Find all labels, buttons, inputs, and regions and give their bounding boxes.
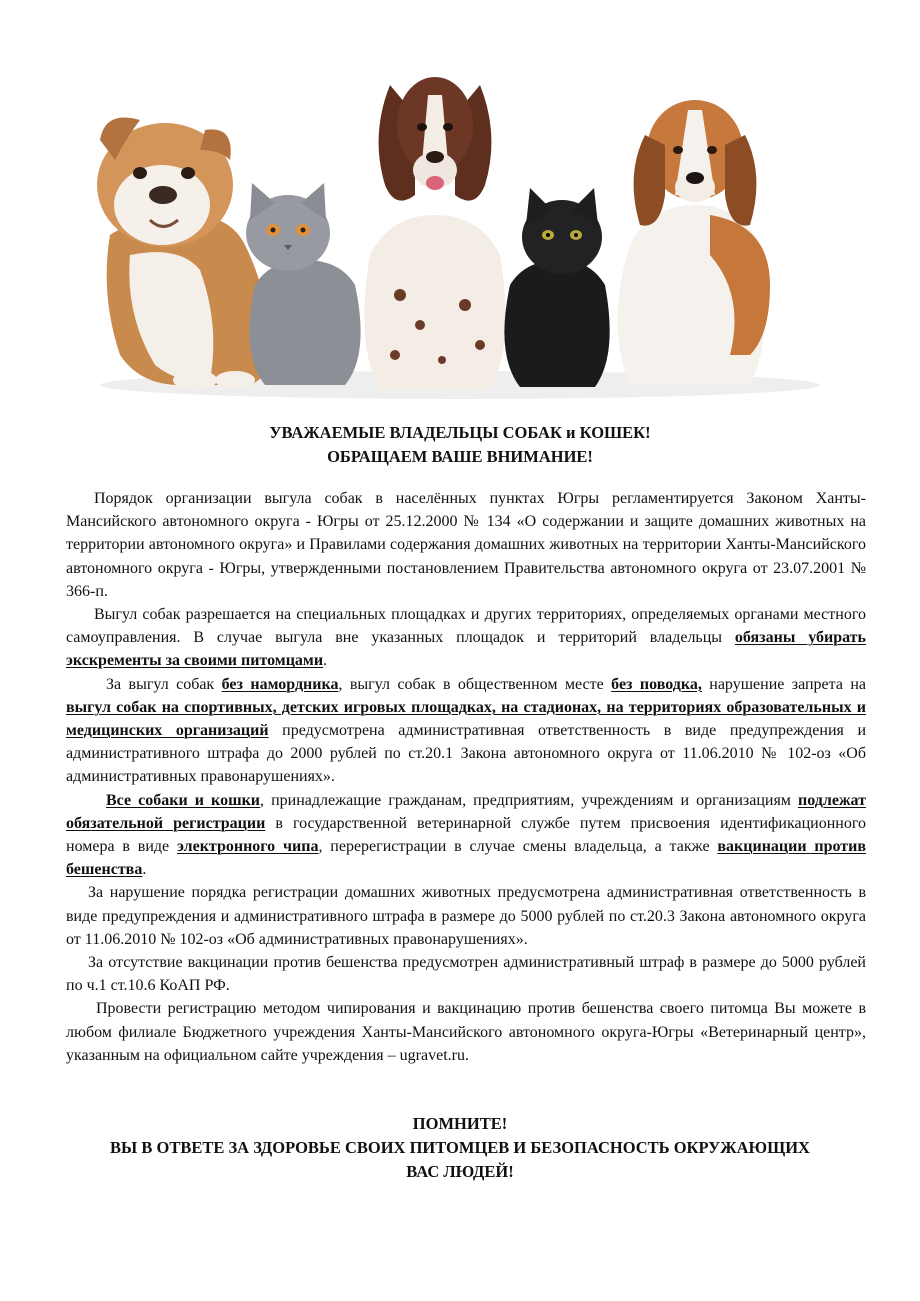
text-span: За выгул собак [106, 675, 222, 693]
paragraph-vaccination-fine: За отсутствие вакцинации против бешенства предусмотрен административный штраф в размере до 5000 рублей по ч.1 ст.10.6 КоАП РФ. [66, 954, 866, 995]
emphasis-no-muzzle: без намордника [221, 675, 339, 693]
paragraph-law-reference: Порядок организации выгула собак в населённых пунктах Югры регламентируется Законом Ханты-Мансийского автономного округа - Югры от 25.12.2000 № 134 «О содержании и защите домашних животных на территории автономного округа» и Правилами содержания домашних животных на территории Ханты-Мансийского автономного округа - Югры, утвержденными постановлением Правительства автономного округа от 23.07.2001 № 366-п. [66, 490, 866, 600]
text-span: . [323, 652, 328, 670]
text-span: предусмотрена административная ответственность в виде предупреждения и административного штрафа до 2000 рублей по ст.20.1 Закона автономного округа от 11.06.2010 № 102-оз «Об административных правонарушениях». [66, 722, 867, 786]
text-span: в государственной ветеринарной службе путем присвоения идентификационного номера в виде [66, 814, 866, 856]
spaniel-icon [364, 77, 505, 390]
pets-illustration [70, 55, 850, 405]
emphasis-electronic-chip: электронного чипа [176, 838, 319, 856]
page-heading [0, 421, 920, 469]
emphasis-clean-up: обязаны убирать экскременты за своими питомцами [66, 629, 867, 670]
reminder-line-3: ВАС ЛЮДЕЙ! [406, 1162, 514, 1181]
text-span: . [142, 861, 147, 879]
emphasis-no-leash: без поводка, [611, 675, 702, 693]
paragraph-fines-walking [66, 673, 866, 789]
text-span: , принадлежащие гражданам, предприятиям, учреждениям и организациям [260, 791, 799, 809]
paragraph-registration-fine: За нарушение порядка регистрации домашних животных предусмотрена административная ответственность в виде предупреждения и административного штрафа в размере до 5000 рублей по ст.20.3 Закона автономного округа от 11.06.2010 № 102-оз «Об административных правонарушениях». [66, 884, 866, 948]
emphasis-restricted-areas: выгул собак на спортивных, детских игровых площадках, на стадионах, на территориях образовательных и медицинских организаций [66, 698, 866, 740]
black-cat-icon [504, 188, 609, 387]
notice-body [66, 487, 866, 1067]
emphasis-mandatory-registration: подлежат обязательной регистрации [66, 791, 866, 832]
heading-line-2: ОБРАЩАЕМ ВАШЕ ВНИМАНИЕ! [327, 447, 593, 466]
heading-line-1: УВАЖАЕМЫЕ ВЛАДЕЛЬЦЫ СОБАК и КОШЕК! [269, 423, 651, 442]
reminder-line-2: ВЫ В ОТВЕТЕ ЗА ЗДОРОВЬЕ СВОИХ ПИТОМЦЕВ И БЕЗОПАСНОСТЬ ОКРУЖАЮЩИХ [110, 1138, 810, 1157]
bulldog-icon [97, 118, 271, 391]
text-span: , перерегистрации в случае смены владельца, а также [318, 838, 718, 856]
beagle-icon [618, 100, 771, 385]
closing-reminder [0, 1112, 920, 1184]
paragraph-where-to-register: Провести регистрацию методом чипирования и вакцинацию против бешенства своего питомца Вы можете в любом филиале Бюджетного учреждения Ханты-Мансийского автономного округа-Югры «Ветеринарный центр», указанным на официальном сайте учреждения – ugravet.ru. [66, 1000, 866, 1064]
text-span: , выгул собак в общественном месте [338, 675, 612, 693]
text-span: нарушение запрета на [701, 675, 867, 693]
paragraph-registration [66, 789, 866, 882]
reminder-line-1: ПОМНИТЕ! [412, 1114, 508, 1133]
gray-cat-icon [246, 183, 361, 385]
emphasis-rabies-vaccination: вакцинации против бешенства [66, 838, 867, 879]
emphasis-all-pets: Все собаки и кошки [106, 791, 261, 809]
text-span: Выгул собак разрешается на специальных площадках и других территориях, определяемых органами местного самоуправления. В случае выгула вне указанных площадок и территорий владельцы [66, 606, 866, 647]
paragraph-walking-areas [66, 603, 866, 673]
